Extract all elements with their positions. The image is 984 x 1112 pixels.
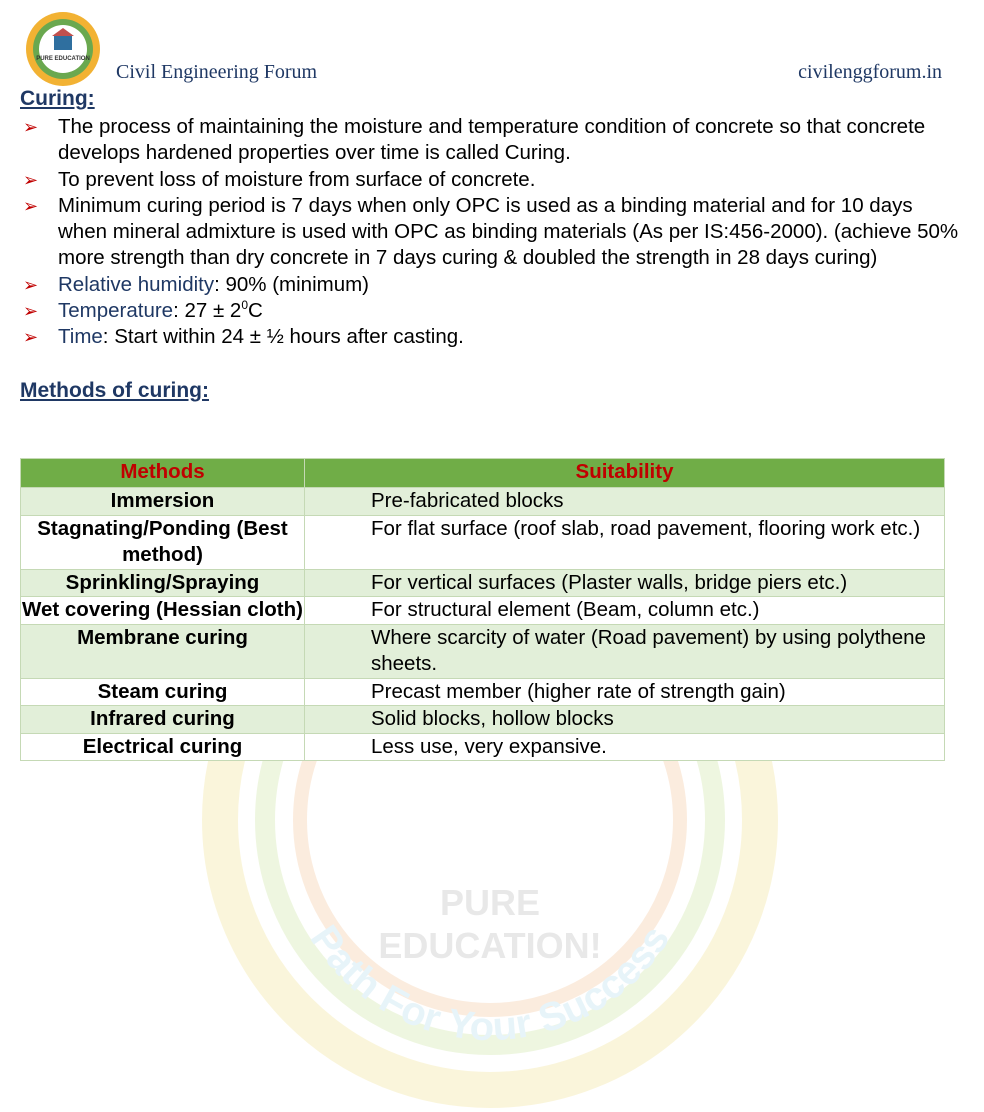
suitability-cell: For vertical surfaces (Plaster walls, bridge piers etc.) xyxy=(305,569,945,597)
bullet-text-tail: C xyxy=(248,299,263,323)
bullet-text: To prevent loss of moisture from surface of concrete. xyxy=(58,167,536,191)
methods-table xyxy=(20,458,945,761)
bullet-text: : 90% (minimum) xyxy=(214,272,370,296)
table-row xyxy=(21,733,945,761)
table-row xyxy=(21,597,945,625)
table-row xyxy=(21,488,945,516)
table-header-row xyxy=(21,459,945,488)
suitability-cell: Precast member (higher rate of strength gain) xyxy=(305,678,945,706)
arrow-bullet-icon: ➢ xyxy=(23,274,39,295)
header-site-url: civilenggforum.in xyxy=(798,61,942,83)
bullet-term: Relative humidity xyxy=(58,272,215,296)
method-cell: Wet covering (Hessian cloth) xyxy=(21,597,305,625)
suitability-cell: For structural element (Beam, column etc.) xyxy=(305,597,945,625)
watermark-line1: PURE xyxy=(439,882,541,923)
method-cell: Steam curing xyxy=(21,678,305,706)
arrow-bullet-icon: ➢ xyxy=(23,301,39,322)
arrow-bullet-icon: ➢ xyxy=(23,195,39,216)
method-cell: Electrical curing xyxy=(21,733,305,761)
column-header: Methods xyxy=(21,459,305,488)
table-row xyxy=(21,624,945,678)
bullet-text: : 27 ± 2 xyxy=(173,299,242,323)
logo-center-text: PURE EDUCATION xyxy=(36,56,90,62)
arrow-bullet-icon: ➢ xyxy=(23,117,39,137)
table-row xyxy=(21,569,945,597)
bullet-text: The process of maintaining the moisture and temperature condition of concrete so that concrete develops hardened properties over time is called Curing. xyxy=(58,115,926,165)
table-row xyxy=(21,515,945,569)
methods-heading: Methods of curing: xyxy=(20,378,209,402)
method-cell: Sprinkling/Spraying xyxy=(21,569,305,597)
arrow-bullet-icon: ➢ xyxy=(23,169,39,190)
bullet-term: Temperature xyxy=(58,299,174,323)
watermark-ring-text: Path For Your Success xyxy=(301,917,679,1050)
bullet-text: Minimum curing period is 7 days when only OPC is used as a binding material and for 10 days when mineral admixture is used with OPC as binding materials (As per IS:456-2000). (achieve 50% more strength than dry concrete in 7 days curing & doubled the strength in 28 days curing) xyxy=(58,193,959,270)
method-cell: Infrared curing xyxy=(21,706,305,734)
table-row xyxy=(21,706,945,734)
bullet-superscript: 0 xyxy=(241,298,249,313)
method-cell: Stagnating/Ponding (Best method) xyxy=(21,515,305,569)
bullet-item xyxy=(20,272,964,298)
bullet-term: Time xyxy=(58,325,103,349)
main-content xyxy=(20,86,964,404)
suitability-cell: Pre-fabricated blocks xyxy=(305,488,945,516)
suitability-cell: Where scarcity of water (Road pavement) by using polythene sheets. xyxy=(305,624,945,678)
arrow-bullet-icon: ➢ xyxy=(23,327,39,348)
table-row xyxy=(21,678,945,706)
bullet-item xyxy=(20,114,964,167)
bullet-item xyxy=(20,298,964,324)
method-cell: Membrane curing xyxy=(21,624,305,678)
bullet-item xyxy=(20,324,964,350)
bullet-item xyxy=(20,193,964,272)
watermark-line2: EDUCATION! xyxy=(378,925,602,966)
suitability-cell: Solid blocks, hollow blocks xyxy=(305,706,945,734)
bullet-item xyxy=(20,167,964,193)
curing-bullet-list xyxy=(20,114,964,351)
header-site-name: Civil Engineering Forum xyxy=(116,61,318,83)
method-cell: Immersion xyxy=(21,488,305,516)
forum-logo xyxy=(24,10,102,88)
bullet-text: : Start within 24 ± ½ hours after casting. xyxy=(102,325,464,349)
suitability-cell: Less use, very expansive. xyxy=(305,733,945,761)
column-header: Suitability xyxy=(305,459,945,488)
suitability-cell: For flat surface (roof slab, road pavement, flooring work etc.) xyxy=(305,515,945,569)
curing-heading: Curing: xyxy=(20,87,95,110)
